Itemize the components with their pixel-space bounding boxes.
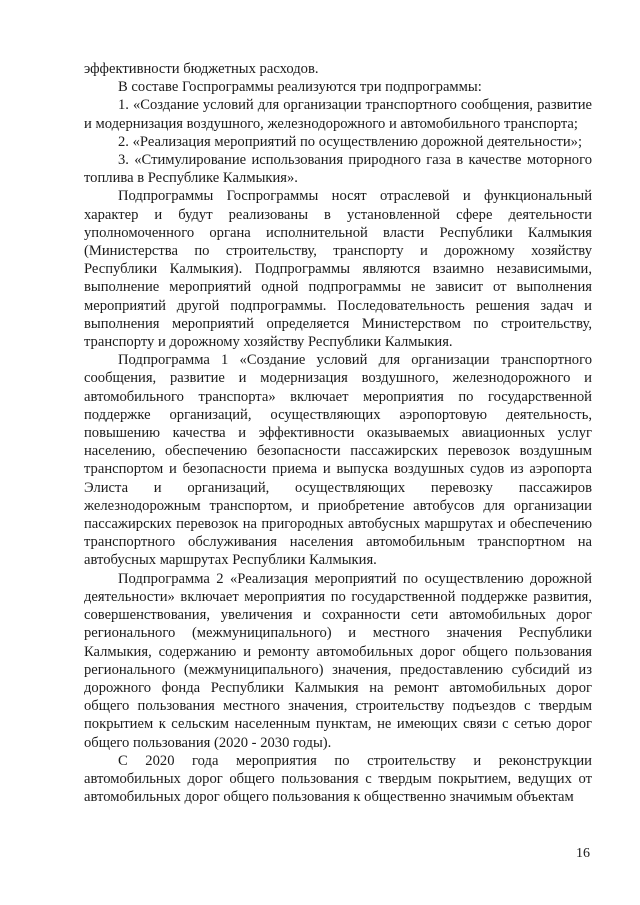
paragraph-1: эффективности бюджетных расходов. bbox=[84, 61, 319, 77]
subprogram-item-3: 3. «Стимулирование использования природного газа в качестве моторного топлива в Республике Калмыкия». bbox=[84, 152, 592, 187]
paragraph-9: С 2020 года мероприятия по строительству и реконструкции автомобильных дорог общего пользования с твердым покрытием, ведущих от автомобильных дорог общего пользования к общественно значимым объектам bbox=[84, 752, 592, 806]
subprogram-item-1: 1. «Создание условий для организации транспортного сообщения, развитие и модернизация воздушного, железнодорожного и автомобильного транспорта; bbox=[84, 97, 592, 132]
paragraph-2: В составе Госпрограммы реализуются три подпрограммы: bbox=[118, 79, 482, 96]
page-number: 16 bbox=[576, 846, 590, 861]
document-page bbox=[84, 60, 592, 806]
paragraph-6: Подпрограммы Госпрограммы носят отраслевой и функциональный характер и будут реализованы в установленной сфере деятельности уполномоченного органа исполнительной власти Республики Калмыкия (Министерства по строительству, транспорту и дорожному хозяйству Республики Калмыкия). Подпрограммы являются взаимно независимыми, выполнение мероприятий одной подпрограммы не зависит от выполнения мероприятий другой подпрограммы. Последовательность решения задач и выполнения мероприятий определяется Министерством по строительству, транспорту и дорожному хозяйству Республики Калмыкия. bbox=[84, 188, 592, 351]
paragraph-8: Подпрограмма 2 «Реализация мероприятий по осуществлению дорожной деятельности» включает мероприятия по государственной поддержке развития, совершенствования, увеличения и сохранности сети автомобильных дорог регионального (межмуниципального) и местного значения Республики Калмыкия, содержанию и ремонту автомобильных дорог общего пользования регионального (межмуниципального) значения, предоставлению субсидий из дорожного фонда Республики Калмыкия на ремонт автомобильных дорог общего пользования местного значения, строительству подъездов с твердым покрытием к сельским населенным пунктам, не имеющих связи с сетью дорог общего пользования (2020 - 2030 годы). bbox=[84, 570, 592, 751]
subprogram-item-2: 2. «Реализация мероприятий по осуществлению дорожной деятельности»; bbox=[118, 133, 583, 150]
paragraph-7: Подпрограмма 1 «Создание условий для организации транспортного сообщения, развитие и модернизация воздушного, железнодорожного и автомобильного транспорта» включает мероприятия по государственной поддержке организаций, осуществляющих аэропортовую деятельность, повышению качества и эффективности оказываемых авиационных услуг населению, обеспечению безопасности пассажирских перевозок воздушным транспортом и безопасности приема и выпуска воздушных судов из аэропорта Элиста и организаций, осуществляющих перевозку пассажиров железнодорожным транспортом, и приобретение автобусов для организации пассажирских перевозок на пригородных автобусных маршрутах и обеспечению транспортного обслуживания населения автомобильным транспортном на автобусных маршрутах Республики Калмыкия. bbox=[84, 352, 592, 569]
